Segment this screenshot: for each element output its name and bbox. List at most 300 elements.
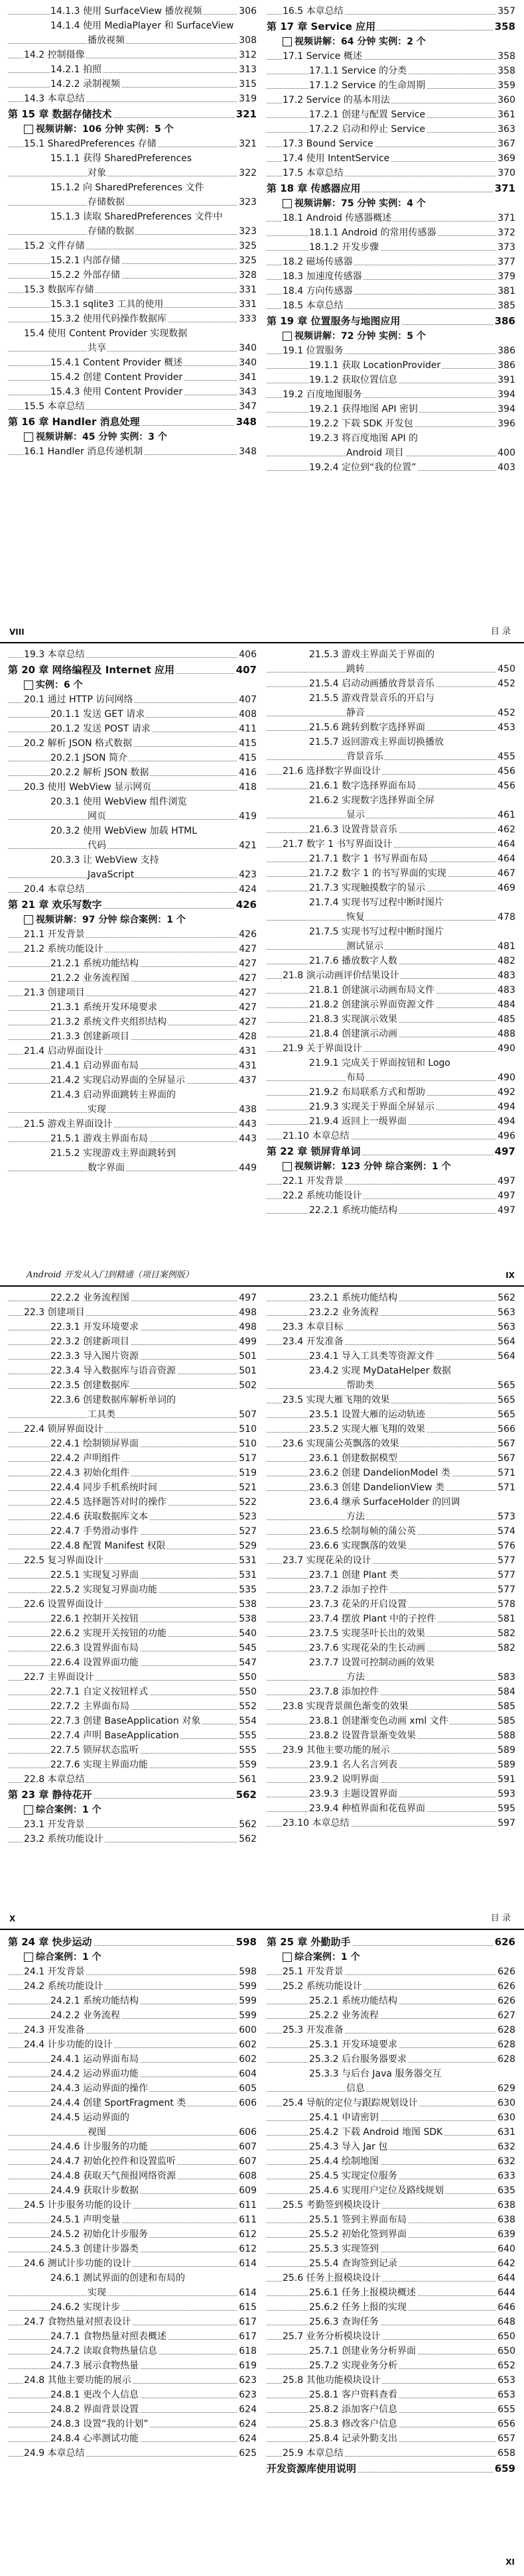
section-entry <box>267 1979 515 1994</box>
roman-page-number: X <box>9 1914 16 1923</box>
section-entry <box>267 166 515 180</box>
section-entry <box>267 1305 515 1320</box>
section-entry <box>8 195 257 210</box>
section-entry <box>267 4 515 19</box>
section-entry <box>8 692 257 707</box>
page-number: 464 <box>496 852 515 866</box>
entry-title: 21.5 游戏主界面设计 <box>24 1119 113 1129</box>
page-number: 628 <box>496 2052 515 2067</box>
dot-leader <box>8 1388 257 1389</box>
section-entry <box>8 2417 257 2431</box>
page-number: 652 <box>496 2358 515 2373</box>
entry-title: 25.4.4 绘制地图 <box>309 2156 379 2167</box>
entry-title: 22.4 锁屏界面设计 <box>24 1424 103 1435</box>
entry-title: 21.5.4 启动动画播放背景音乐 <box>309 678 434 689</box>
entry-title: 21.9 关于界面设计 <box>283 1043 362 1054</box>
section-entry <box>8 355 257 370</box>
chapter-meta-text: 视频讲解：72 分钟 实例：5 个 <box>283 329 426 344</box>
page-number: 653 <box>496 2388 515 2402</box>
entry-title: 15.1.3 读取 SharedPreferences 文件中 <box>50 212 223 222</box>
page-number: 490 <box>496 1041 515 1056</box>
entry-title: 22.7.5 锁屏状态监听 <box>50 1745 139 1756</box>
page-number: 485 <box>496 1012 515 1027</box>
page-number: 658 <box>496 2446 515 2461</box>
chapter-entry <box>267 19 515 34</box>
video-icon <box>283 1162 292 1171</box>
section-entry <box>267 2431 515 2446</box>
entry-title: 24.6.1 测试界面的创建和布局的 <box>50 2273 185 2284</box>
section-entry <box>267 1685 515 1699</box>
page-number: 565 <box>496 1378 515 1393</box>
chapter-entry <box>8 1787 257 1803</box>
entry-title: 25.1 开发背景 <box>283 1966 344 1977</box>
page-number: 527 <box>237 1524 257 1539</box>
section-entry <box>8 2242 257 2256</box>
page-number: 431 <box>237 1044 257 1059</box>
page-number: 319 <box>237 92 257 106</box>
page-number: 612 <box>237 2227 257 2242</box>
section-entry <box>267 1728 515 1743</box>
entry-title: 方法 <box>346 1512 365 1522</box>
entry-title: 25.8.1 客户资料查看 <box>309 2390 397 2400</box>
entry-title: 数字界面 <box>88 1163 125 1173</box>
section-entry <box>267 1291 515 1305</box>
section-entry <box>8 297 257 312</box>
section-entry <box>8 1979 257 1994</box>
section-entry <box>8 444 257 459</box>
section-entry <box>8 707 257 722</box>
section-entry <box>8 253 257 268</box>
page-number: 490 <box>496 1070 515 1085</box>
entry-title: 23.7.5 实现茎叶长出的效果 <box>309 1628 425 1639</box>
section-entry <box>267 2037 515 2052</box>
section-entry <box>8 1131 257 1146</box>
page-number: 593 <box>496 1787 515 1801</box>
page-number: 415 <box>237 736 257 751</box>
entry-title: 代码 <box>88 840 106 851</box>
section-entry <box>8 2213 257 2227</box>
page-number: 416 <box>237 765 257 780</box>
entry-title: 25.5.3 实现签到 <box>309 2244 379 2254</box>
page-number: 497 <box>496 1174 515 1189</box>
entry-title: 22.7.6 实现主界面功能 <box>50 1760 148 1770</box>
section-entry <box>267 1641 515 1655</box>
section-entry <box>267 64 515 78</box>
section-entry <box>267 417 515 431</box>
page-number: 633 <box>496 2169 515 2183</box>
entry-title: 21.9.1 完成关于界面按钮和 Logo <box>309 1058 451 1068</box>
page-number: 501 <box>237 1364 257 1378</box>
page-number: 427 <box>237 942 257 956</box>
entry-title: 21.7.4 实现书写过程中断时图片 <box>309 897 444 908</box>
page-number: 510 <box>237 1437 257 1451</box>
section-entry <box>8 1685 257 1699</box>
section-entry <box>267 2154 515 2169</box>
dot-leader <box>8 819 257 820</box>
page-number: 576 <box>496 1539 515 1553</box>
chapter-meta <box>8 1950 257 1964</box>
section-entry <box>8 765 257 780</box>
section-entry <box>8 2154 257 2169</box>
dot-leader <box>8 205 257 206</box>
entry-title: 23.2.2 业务流程 <box>309 1307 379 1318</box>
chapter-entry <box>267 1143 515 1159</box>
section-entry <box>8 2140 257 2154</box>
page-number: 635 <box>496 2183 515 2198</box>
page-number: 328 <box>237 268 257 283</box>
page-number: 559 <box>237 1758 257 1772</box>
page-number: 629 <box>496 2081 515 2096</box>
entry-title: 对象 <box>88 168 106 178</box>
entry-title: 17.2 Service 的基本用法 <box>283 95 390 105</box>
entry-title: 19.2 百度地图服务 <box>283 389 362 400</box>
section-entry <box>267 852 515 866</box>
chapter-meta <box>8 122 257 137</box>
page-number: 340 <box>237 355 257 370</box>
entry-title: 22.2 系统功能设计 <box>283 1191 362 1201</box>
page-number: 655 <box>496 2402 515 2417</box>
section-entry <box>267 2388 515 2402</box>
section-entry <box>8 1655 257 1670</box>
page-number: 614 <box>237 2286 257 2300</box>
section-entry <box>267 1320 515 1334</box>
section-entry <box>267 1714 515 1728</box>
entry-title: 25.7.2 实现业务分析 <box>309 2360 397 2371</box>
entry-title: 15.2.1 内部存储 <box>50 255 120 266</box>
section-entry <box>8 2037 257 2052</box>
section-entry <box>8 1714 257 1728</box>
section-entry <box>267 1816 515 1831</box>
dot-leader <box>8 1112 257 1113</box>
chapter-meta <box>8 1803 257 1817</box>
toc-seal: 目 录 <box>490 627 511 637</box>
section-entry <box>267 764 515 779</box>
section-entry <box>267 2446 515 2461</box>
section-entry <box>8 2315 257 2329</box>
dot-leader <box>267 1388 515 1389</box>
entry-title: 25.4.1 申请密钥 <box>309 2112 379 2123</box>
page-number: 573 <box>496 1510 515 1524</box>
section-entry <box>8 2344 257 2358</box>
page-number: 408 <box>237 707 257 722</box>
page-number: 322 <box>237 166 257 180</box>
section-entry <box>267 779 515 793</box>
section-entry <box>267 1056 515 1070</box>
section-entry <box>267 866 515 881</box>
section-entry <box>267 1495 515 1510</box>
page-number: 653 <box>496 2373 515 2388</box>
entry-title: 21.7 数字 1 书写界面设计 <box>283 839 393 850</box>
entry-title: 24.4.3 运动界面的操作 <box>50 2083 148 2094</box>
page-divider <box>0 1929 524 1930</box>
page-number: 522 <box>237 1495 257 1510</box>
entry-title: 22.1 开发背景 <box>283 1176 344 1187</box>
section-entry <box>267 1349 515 1364</box>
dot-leader <box>267 2164 515 2165</box>
page-number: 497 <box>496 1203 515 1218</box>
page-number: 538 <box>237 1612 257 1626</box>
toc-column-right <box>267 1291 515 1831</box>
page-number: 612 <box>237 2242 257 2256</box>
entry-title: 18.5 本章总结 <box>283 300 344 311</box>
entry-title: 21.3.1 系统开发环境要求 <box>50 1002 157 1013</box>
entry-title: 跳转 <box>346 664 365 675</box>
page-number: 605 <box>237 2081 257 2096</box>
section-entry <box>267 1743 515 1758</box>
entry-title: 23.6 实现蒲公英飘落的效果 <box>283 1439 399 1449</box>
section-entry <box>267 49 515 64</box>
page-number: 494 <box>496 1114 515 1129</box>
section-entry <box>8 780 257 795</box>
page-number: 323 <box>237 224 257 239</box>
page-number: 331 <box>237 283 257 297</box>
entry-title: 23.7.8 添加控件 <box>309 1687 379 1697</box>
entry-title: 14.2 控制摄像 <box>24 50 85 60</box>
entry-title: 23.9.2 说明界面 <box>309 1774 379 1785</box>
entry-title: 19.1.2 获取位置信息 <box>309 375 397 385</box>
page-number: 306 <box>237 4 257 19</box>
book-brand: Android 开发从入门到精通（项目案例版） <box>27 1270 194 1280</box>
page-number: 531 <box>237 1568 257 1582</box>
section-entry <box>8 137 257 151</box>
page-number: 567 <box>496 1451 515 1466</box>
chapter-meta <box>267 329 515 344</box>
entry-title: 23.7.4 摆放 Plant 中的子控件 <box>309 1614 436 1624</box>
section-entry <box>8 326 257 341</box>
entry-title: 14.2.2 录制视频 <box>50 79 120 90</box>
section-entry <box>267 1524 515 1539</box>
page-number: 385 <box>496 298 515 313</box>
toc-page <box>0 643 524 1284</box>
entry-title: 22.3.4 导入数据库与语音资源 <box>50 1366 176 1376</box>
entry-title: 21.10 本章总结 <box>283 1131 350 1141</box>
section-entry <box>267 808 515 822</box>
section-entry <box>8 971 257 986</box>
toc-column-left <box>8 4 257 459</box>
dot-leader <box>267 1782 515 1783</box>
section-entry <box>267 255 515 269</box>
dot-leader <box>8 981 257 982</box>
page-number: 519 <box>237 1466 257 1480</box>
section-entry <box>267 151 515 166</box>
section-entry <box>8 2183 257 2198</box>
chapter-entry <box>8 106 257 122</box>
toc-page <box>0 1930 524 2571</box>
entry-title: 25.4.6 实现用户定位及路线规划 <box>309 2185 444 2196</box>
page-number: 492 <box>496 1085 515 1100</box>
section-entry <box>8 795 257 809</box>
entry-title: 21.5.5 游戏背景音乐的开启与 <box>309 693 434 704</box>
section-entry <box>267 1364 515 1378</box>
page-number: 510 <box>237 1422 257 1437</box>
section-entry <box>267 2242 515 2256</box>
section-entry <box>267 1378 515 1393</box>
page-number: 358 <box>496 64 515 78</box>
entry-title: 22.2.2 业务流程图 <box>50 1293 129 1303</box>
entry-title: 方法 <box>346 1672 365 1683</box>
entry-title: 22.6.2 实现开关按钮的功能 <box>50 1628 166 1639</box>
section-entry <box>267 2198 515 2213</box>
page-number: 452 <box>496 706 515 720</box>
page-number: 348 <box>235 414 257 430</box>
section-entry <box>8 1161 257 1175</box>
section-entry <box>8 341 257 355</box>
section-entry <box>8 2329 257 2344</box>
section-entry <box>267 2271 515 2286</box>
entry-title: 21.2.2 业务流程图 <box>50 973 129 984</box>
section-entry <box>267 2052 515 2067</box>
page-number: 373 <box>496 240 515 255</box>
page-number: 535 <box>237 1582 257 1597</box>
page-number: 371 <box>493 180 515 196</box>
page-number: 618 <box>237 2344 257 2358</box>
entry-title: 24.4.4 创建 SportFragment 类 <box>50 2098 186 2108</box>
entry-title: 22.4.6 获取数据库文本 <box>50 1512 148 1522</box>
page-number: 443 <box>237 1131 257 1146</box>
section-entry <box>267 2081 515 2096</box>
section-entry <box>8 1334 257 1349</box>
page-number: 343 <box>237 385 257 399</box>
page-number: 403 <box>496 460 515 475</box>
section-entry <box>8 1378 257 1393</box>
section-entry <box>267 1407 515 1422</box>
entry-title: 25.5.2 初始化签到界面 <box>309 2229 407 2240</box>
page-number: 483 <box>496 968 515 983</box>
dot-leader <box>267 672 515 673</box>
entry-title: 25.3.2 后台服务器要求 <box>309 2054 407 2065</box>
entry-title: 24.6 测试计步功能的设计 <box>24 2258 131 2269</box>
chapter-meta-text: 实例：6 个 <box>24 678 83 692</box>
entry-title: 21.1 开发背景 <box>24 929 85 940</box>
section-entry <box>8 1364 257 1378</box>
page-number: 582 <box>496 1626 515 1641</box>
section-entry <box>267 225 515 240</box>
section-entry <box>267 910 515 925</box>
entry-title: 15.1 SharedPreferences 存储 <box>24 139 157 149</box>
section-entry <box>267 749 515 764</box>
video-icon <box>283 332 292 341</box>
entry-title: 23.3 本章目标 <box>283 1322 344 1332</box>
entry-title: 15.5 本章总结 <box>24 401 85 412</box>
entry-title: 15.3.2 使用代码操作数据库 <box>50 314 166 324</box>
section-entry <box>8 2052 257 2067</box>
section-entry <box>8 1832 257 1846</box>
entry-title: 16.1 Handler 消息传递机制 <box>24 446 143 457</box>
page-number: 427 <box>237 956 257 971</box>
page-number: 624 <box>237 2431 257 2446</box>
section-entry <box>267 1597 515 1612</box>
page-number: 315 <box>237 77 257 92</box>
section-entry <box>267 1964 515 1979</box>
entry-title: 23.8 实现背景颜色渐变的效果 <box>283 1701 409 1712</box>
entry-title: 15.2.2 外部存储 <box>50 270 120 281</box>
page-number: 333 <box>237 312 257 326</box>
entry-title: 21.4.2 实现启动界面的全屏显示 <box>50 1075 185 1086</box>
entry-title: 开发资源库使用说明 <box>267 2463 357 2475</box>
entry-title: 21.3.2 系统文件夹组织结构 <box>50 1017 166 1027</box>
page-number: 565 <box>496 1393 515 1407</box>
section-entry <box>267 1582 515 1597</box>
section-entry <box>267 2125 515 2140</box>
page-number: 588 <box>496 1728 515 1743</box>
page-number: 396 <box>496 417 515 431</box>
entry-title: 第 25 章 外勤助手 <box>267 1936 351 1948</box>
section-entry <box>267 822 515 837</box>
page-number: 552 <box>237 1699 257 1714</box>
page-number: 407 <box>237 692 257 707</box>
section-entry <box>267 2315 515 2329</box>
entry-title: 17.2.2 启动和停止 Service <box>309 124 426 135</box>
page-number: 449 <box>237 1161 257 1175</box>
entry-title: 24.8.4 心率测试功能 <box>50 2433 139 2444</box>
entry-title: 播放视频 <box>88 35 125 46</box>
entry-title: 23.5.1 设置大雁的运动轨迹 <box>309 1409 425 1420</box>
entry-title: 23.9 其他主要功能的展示 <box>283 1745 390 1756</box>
page-number: 540 <box>237 1626 257 1641</box>
page-number: 589 <box>496 1758 515 1772</box>
page-number: 583 <box>496 1670 515 1685</box>
section-entry <box>8 736 257 751</box>
section-entry <box>8 1466 257 1480</box>
section-entry <box>8 1349 257 1364</box>
page-number: 421 <box>237 838 257 853</box>
page-number: 599 <box>237 1979 257 1994</box>
page-number: 614 <box>237 2256 257 2271</box>
entry-title: 23.6.2 创建 DandelionModel 类 <box>309 1468 450 1478</box>
entry-title: 21.7.5 实现书写过程中断时图片 <box>309 927 444 937</box>
section-entry <box>267 1070 515 1085</box>
page-number: 363 <box>496 122 515 137</box>
section-entry <box>8 1817 257 1832</box>
entry-title: 17.5 本章总结 <box>283 168 344 178</box>
entry-title: 24.4.5 运动界面的 <box>50 2112 129 2123</box>
video-icon <box>24 1805 33 1815</box>
page-number: 626 <box>496 1979 515 1994</box>
section-entry <box>267 1539 515 1553</box>
page-number: 595 <box>496 1801 515 1816</box>
page-number: 406 <box>237 647 257 662</box>
entry-title: 布局 <box>346 1072 365 1083</box>
dot-leader <box>8 43 257 44</box>
entry-title: 存储数据 <box>88 197 125 208</box>
toc-page <box>0 1287 524 1927</box>
entry-title: 19.2.2 下载 SDK 开发包 <box>309 419 413 429</box>
entry-title: 信息 <box>346 2083 365 2094</box>
section-entry <box>8 2198 257 2213</box>
page-number: 348 <box>237 444 257 459</box>
entry-title: 23.7.6 实现花朵的生长动画 <box>309 1643 425 1653</box>
section-entry <box>267 1189 515 1203</box>
entry-title: 21.8.2 创建演示界面资源文件 <box>309 999 434 1010</box>
entry-title: 23.5.2 实现大雁飞翔的效果 <box>309 1424 425 1435</box>
section-entry <box>8 1758 257 1772</box>
entry-title: 22.7.1 自定义按钮样式 <box>50 1687 148 1697</box>
dot-leader <box>267 250 515 251</box>
entry-title: 23.10 本章总结 <box>283 1818 350 1829</box>
page-number: 597 <box>496 1816 515 1831</box>
page-number: 499 <box>237 1334 257 1349</box>
page-number: 407 <box>235 662 257 678</box>
entry-title: 15.4.3 使用 Content Provider <box>50 387 183 397</box>
page-number: 529 <box>237 1539 257 1553</box>
section-entry <box>267 78 515 93</box>
entry-title: 23.9.1 名人名言列表 <box>309 1760 397 1770</box>
entry-title: 23.6.1 创建数据模型 <box>309 1453 397 1464</box>
page-number: 521 <box>237 1480 257 1495</box>
chapter-meta-text: 视频讲解：97 分钟 综合案例：1 个 <box>24 913 186 927</box>
page-number: 517 <box>237 1451 257 1466</box>
page-number: 625 <box>237 2446 257 2461</box>
